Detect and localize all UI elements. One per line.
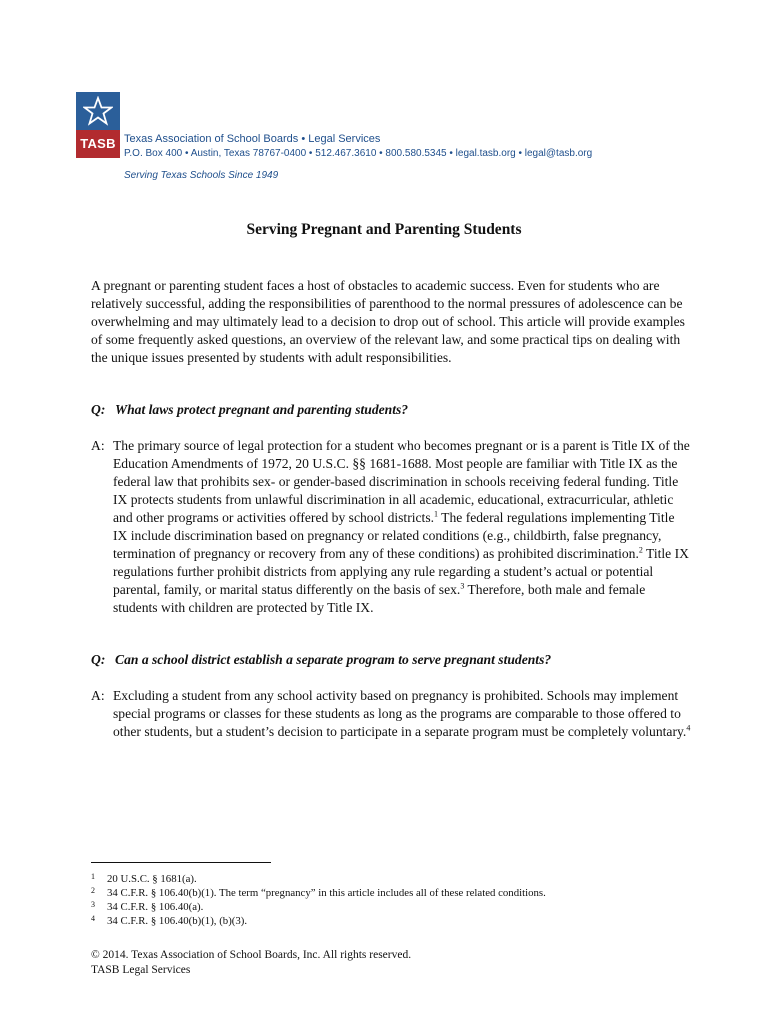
answer-text-part: Therefore, both male and female students with children are protected by Title IX. (113, 582, 646, 615)
answer-text-part: Title IX regulations further prohibit districts from applying any rule regarding a student’s actual or potential parental, family, or marital status differently on the basis of sex. (113, 546, 689, 597)
footnote-2 (91, 886, 546, 900)
footnote-text: 20 U.S.C. § 1681(a). (107, 873, 197, 885)
footnote-number: 3 (91, 900, 95, 909)
footnote-text: 34 C.F.R. § 106.40(b)(1), (b)(3). (107, 915, 248, 927)
answer-label: A: (91, 438, 105, 453)
footnote-number: 2 (91, 886, 95, 895)
page-title: Serving Pregnant and Parenting Students (246, 221, 522, 238)
logo-text: TASB (76, 130, 120, 158)
department-text: TASB Legal Services (91, 964, 191, 976)
page-footer (91, 948, 411, 978)
answer-text-part: The primary source of legal protection for a student who becomes pregnant or is a parent is Title IX of the Education Amendments of 1972, 20 U.S.C. §§ 1681-1688. Most people are familiar with Title IX as the federal law that prohibits sex- or gender-based discrimination in schools receiving federal funding. Title IX protects students from unlawful discrimination in all academic, educational, extracurricular, athletic and other programs or activities offered by school districts. (113, 438, 690, 525)
letterhead-contact: P.O. Box 400 • Austin, Texas 78767-0400 • 512.467.3610 • 800.580.5345 • legal.tasb.org • legal@tasb.org (124, 148, 593, 159)
star-icon (83, 96, 113, 126)
footnote-number: 4 (91, 914, 95, 923)
question-label: Q: (91, 402, 106, 417)
letterhead-org: Texas Association of School Boards • Legal Services (124, 133, 381, 145)
answer-2 (91, 687, 691, 741)
answer-1 (91, 437, 691, 617)
question-text: Can a school district establish a separate program to serve pregnant students? (115, 652, 552, 667)
tasb-logo (76, 92, 120, 158)
question-1 (91, 402, 408, 418)
question-text: What laws protect pregnant and parenting students? (115, 402, 409, 417)
footnote-number: 1 (91, 872, 95, 881)
answer-text-part: The federal regulations implementing Title IX include discrimination based on pregnancy or related conditions (e.g., childbirth, false pregnancy, termination of pregnancy or recovery from any of these conditions) as prohibited discrimination. (113, 510, 675, 561)
footnote-3 (91, 900, 203, 914)
footnote-divider (91, 862, 271, 863)
answer-text-part: Excluding a student from any school activity based on pregnancy is prohibited. Schools may implement special programs or classes for these students as long as the programs are comparable to those offered to other students, but a student’s decision to participate in a separate program must be completely voluntary. (113, 688, 687, 739)
answer-text (113, 687, 691, 741)
footnote-4 (91, 914, 247, 928)
footnote-1 (91, 872, 197, 886)
question-label: Q: (91, 652, 106, 667)
answer-label: A: (91, 688, 105, 703)
letterhead-tagline: Serving Texas Schools Since 1949 (124, 170, 279, 181)
footnote-text: 34 C.F.R. § 106.40(b)(1). The term “pregnancy” in this article includes all of these related conditions. (107, 887, 546, 899)
footnote-ref-3: 3 (460, 581, 465, 591)
intro-paragraph: A pregnant or parenting student faces a host of obstacles to academic success. Even for students who are relatively successful, adding the responsibilities of parenthood to the normal pressures of adolescence can be overwhelming and may ultimately lead to a decision to drop out of school. This article will provide examples of some frequently asked questions, an overview of the relevant law, and some practical tips on dealing with the unique issues presented by students with adult responsibilities. (91, 278, 685, 365)
copyright-text: © 2014. Texas Association of School Boards, Inc. All rights reserved. (91, 949, 412, 961)
logo-star-panel (76, 92, 120, 130)
footnote-text: 34 C.F.R. § 106.40(a). (107, 901, 204, 913)
footnote-ref-1: 1 (434, 509, 439, 519)
question-2 (91, 652, 551, 668)
answer-text (113, 437, 691, 617)
footnote-ref-2: 2 (638, 545, 643, 555)
footnote-ref-4: 4 (686, 723, 691, 733)
